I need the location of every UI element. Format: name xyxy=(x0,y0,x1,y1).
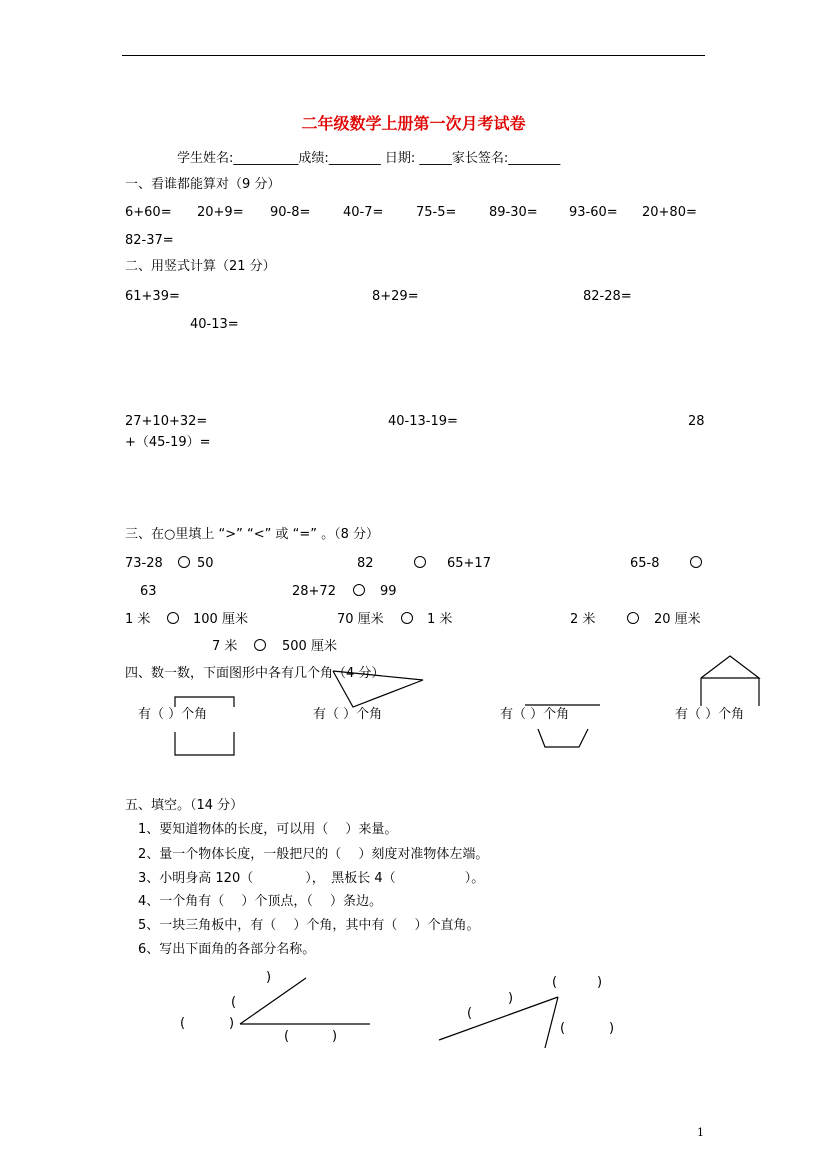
s5-item: 6、写出下面角的各部分名称。 xyxy=(138,942,316,957)
s3-item: 73-28 xyxy=(125,556,163,571)
page-number: 1 xyxy=(697,1126,704,1139)
s4-answer[interactable]: 有（ ）个角 xyxy=(500,707,570,722)
s2-item: 27+10+32= xyxy=(125,414,208,429)
s2-item: 40-13-19= xyxy=(388,414,458,429)
angle-label-bracket: ( xyxy=(467,1006,473,1021)
s2-item: 8+29= xyxy=(372,289,419,304)
student-info-line: 学生姓名:__________成绩:________ 日期: _____家长签名:________ xyxy=(177,151,561,166)
s5-item: 1、要知道物体的长度，可以用（ ）来量。 xyxy=(138,822,398,837)
s3-item: 100 厘米 xyxy=(193,612,248,627)
s1-item: 93-60= xyxy=(569,205,618,220)
angle-1-top-ray xyxy=(240,978,306,1024)
angle-label-bracket: ) xyxy=(609,1021,615,1036)
angle-2-left-ray xyxy=(439,997,558,1040)
s1-item: 6+60= xyxy=(125,205,172,220)
angle-label-bracket: ( xyxy=(180,1016,186,1031)
s2-item: 82-28= xyxy=(583,289,632,304)
angle-label-bracket: ( xyxy=(560,1021,566,1036)
s4-answer[interactable]: 有（ ）个角 xyxy=(138,707,208,722)
section-3-heading: 三、在○里填上 “>” “<” 或 “=” 。（8 分） xyxy=(125,527,379,542)
shape-1-bottom xyxy=(175,732,234,755)
angle-label-bracket: ) xyxy=(229,1016,235,1031)
s1-item: 40-7= xyxy=(343,205,384,220)
angle-label-bracket: ) xyxy=(332,1029,338,1044)
s4-answer[interactable]: 有（ ）个角 xyxy=(675,707,745,722)
s3-item: 65-8 xyxy=(630,556,660,571)
angle-label-bracket: ( xyxy=(284,1029,290,1044)
s2-item: 61+39= xyxy=(125,289,180,304)
angle-label-bracket: ) xyxy=(266,970,272,985)
shape-1-top xyxy=(175,697,234,707)
shape-2-angle xyxy=(333,671,423,707)
section-4-heading: 四、数一数，下面图形中各有几个角（4 分） xyxy=(125,666,385,681)
s2-item: 28 xyxy=(688,414,705,429)
s1-item: 89-30= xyxy=(489,205,538,220)
s5-item: 4、一个角有（ ）个顶点，（ ）条边。 xyxy=(138,894,383,909)
s3-item: 63 xyxy=(140,584,157,599)
s3-item: 99 xyxy=(380,584,397,599)
s1-item: 20+9= xyxy=(197,205,244,220)
s4-answer[interactable]: 有（ ）个角 xyxy=(313,707,383,722)
angle-2-down-ray xyxy=(545,997,558,1048)
s3-item: 20 厘米 xyxy=(654,612,701,627)
page-title: 二年级数学上册第一次月考试卷 xyxy=(301,114,526,133)
angle-label-bracket: ( xyxy=(231,995,237,1010)
s2-item: 40-13= xyxy=(190,317,239,332)
s1-item: 75-5= xyxy=(416,205,457,220)
s1-item: 90-8= xyxy=(270,205,311,220)
s3-item: 65+17 xyxy=(447,556,491,571)
s3-item: 7 米 xyxy=(212,639,238,654)
s5-item: 3、小明身高 120（ ）， 黑板长 4（ ）。 xyxy=(138,871,485,886)
s3-item: 500 厘米 xyxy=(282,639,337,654)
angle-label-bracket: ) xyxy=(508,991,514,1006)
s5-item: 2、量一个物体长度，一般把尺的（ ）刻度对准物体左端。 xyxy=(138,847,489,862)
section-2-heading: 二、用竖式计算（21 分） xyxy=(125,259,276,274)
angle-label-bracket: ) xyxy=(597,975,603,990)
s3-item: 82 xyxy=(357,556,374,571)
section-1-heading: 一、看谁都能算对（9 分） xyxy=(125,177,281,192)
shape-3-bottom xyxy=(538,729,588,747)
s3-item: 50 xyxy=(197,556,214,571)
s3-item: 70 厘米 xyxy=(337,612,384,627)
s3-item: 2 米 xyxy=(570,612,596,627)
s3-item: 1 米 xyxy=(125,612,151,627)
s2-item: +（45-19）= xyxy=(125,435,211,450)
s5-item: 5、一块三角板中，有（ ）个角，其中有（ ）个直角。 xyxy=(138,918,480,933)
s3-item: 1 米 xyxy=(427,612,453,627)
section-5-heading: 五、填空。（14 分） xyxy=(125,798,244,813)
s1-item: 82-37= xyxy=(125,233,174,248)
s1-item: 20+80= xyxy=(642,205,697,220)
s3-item: 28+72 xyxy=(292,584,336,599)
shape-4-roof xyxy=(701,656,759,678)
angle-label-bracket: ( xyxy=(552,975,558,990)
